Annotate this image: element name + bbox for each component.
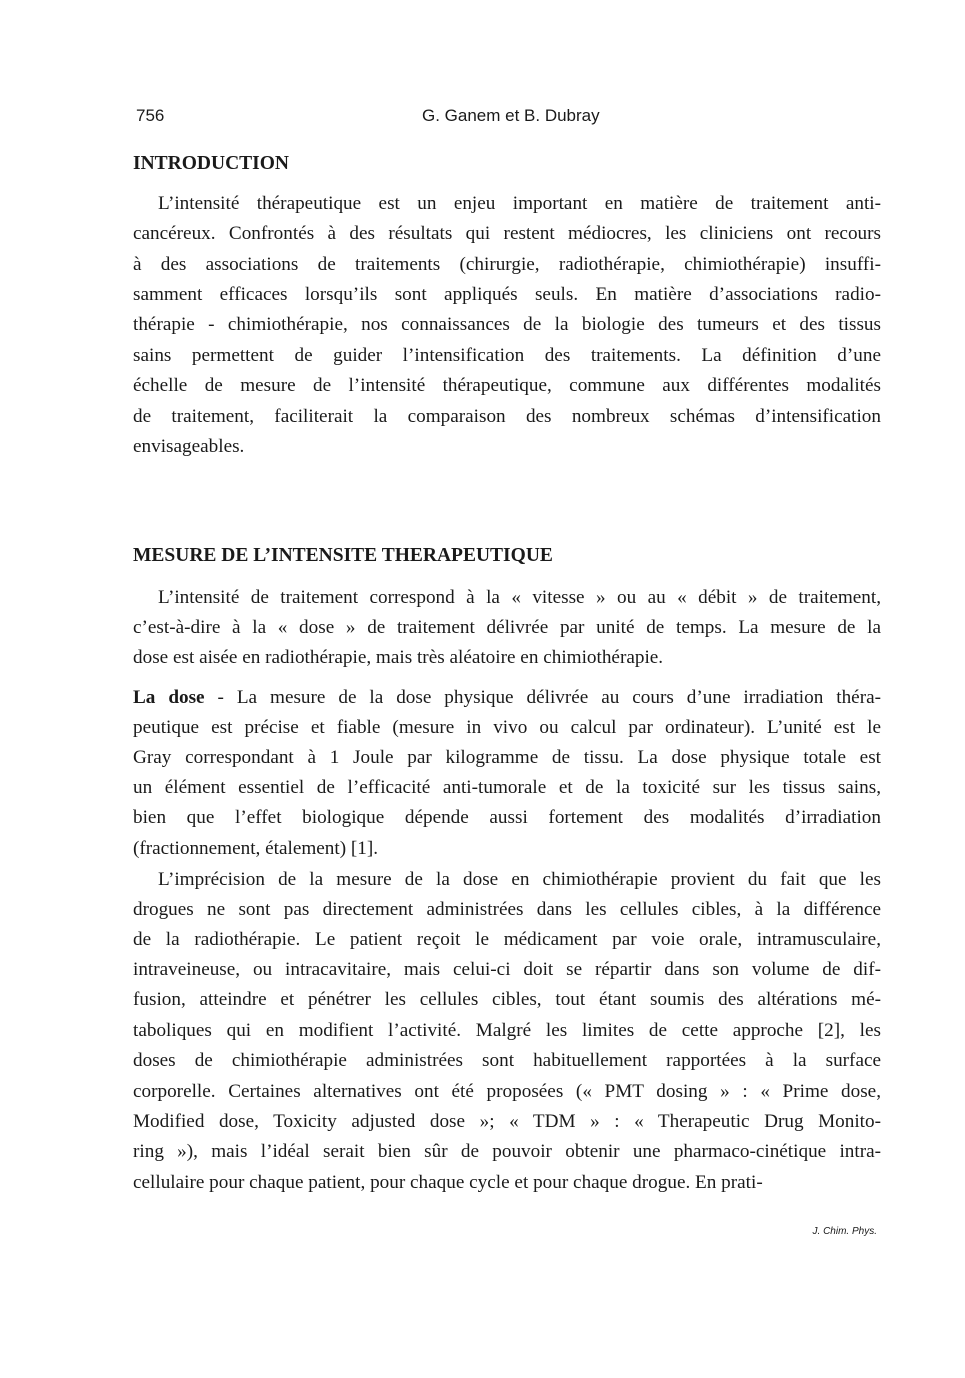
running-header-authors: G. Ganem et B. Dubray xyxy=(422,106,600,125)
text-line: de traitement, faciliterait la comparaison des nombreux schémas d’intensification xyxy=(133,406,881,427)
text-line: dose est aisée en radiothérapie, mais très aléatoire en chimiothérapie. xyxy=(133,647,664,668)
text-line: doses de chimiothérapie administrées sont habituellement rapportées à la surface xyxy=(133,1050,881,1071)
text-line: cellulaire pour chaque patient, pour chaque cycle et pour chaque drogue. En prati- xyxy=(133,1172,763,1193)
text-line: Gray correspondant à 1 Joule par kilogramme de tissu. La dose physique totale est xyxy=(133,747,881,768)
text-line: samment efficaces lorsqu’ils sont appliqués seuls. En matière d’associations radio- xyxy=(133,284,881,305)
text-line: L’intensité de traitement correspond à la « vitesse » ou au « débit » de traitement, xyxy=(158,587,881,608)
text-line: L’imprécision de la mesure de la dose en chimiothérapie provient du fait que les xyxy=(158,869,881,890)
text-line: thérapie - chimiothérapie, nos connaissances de la biologie des tumeurs et des tissus xyxy=(133,314,881,335)
page-number: 756 xyxy=(136,106,165,125)
text-line: (fractionnement, étalement) [1]. xyxy=(133,838,379,859)
text-line: intraveineuse, ou intracavitaire, mais celui-ci doit se répartir dans son volume de dif- xyxy=(133,959,881,980)
text-line: sains permettent de guider l’intensification des traitements. La définition d’une xyxy=(133,345,881,366)
section-heading-mesure: MESURE DE L’INTENSITE THERAPEUTIQUE xyxy=(133,545,553,566)
text-line xyxy=(133,685,881,711)
text-line: ring »), mais l’idéal serait bien sûr de pouvoir obtenir une pharmaco-cinétique intra- xyxy=(133,1141,881,1162)
text-line: drogues ne sont pas directement administrées dans les cellules cibles, à la différence xyxy=(133,899,881,920)
text-line: taboliques qui en modifient l’activité. Malgré les limites de cette approche [2], les xyxy=(133,1020,881,1041)
text-line-rest: - La mesure de la dose physique délivrée au cours d’une irradiation théra- xyxy=(204,687,881,708)
text-line: corporelle. Certaines alternatives ont été proposées (« PMT dosing » : « Prime dose, xyxy=(133,1081,881,1102)
text-line: c’est-à-dire à la « dose » de traitement délivrée par unité de temps. La mesure de la xyxy=(133,617,881,638)
text-line: de la radiothérapie. Le patient reçoit le médicament par voie orale, intramusculaire, xyxy=(133,929,881,950)
text-line: cancéreux. Confrontés à des résultats qui restent médiocres, les cliniciens ont recours xyxy=(133,223,881,244)
text-line: un élément essentiel de l’efficacité anti-tumorale et de la toxicité sur les tissus sains, xyxy=(133,777,881,798)
text-line: envisageables. xyxy=(133,436,245,457)
paragraph-lead: La dose xyxy=(133,687,205,708)
text-line: fusion, atteindre et pénétrer les cellules cibles, tout étant soumis des altérations mé- xyxy=(133,989,881,1010)
text-line: bien que l’effet biologique dépende aussi fortement des modalités d’irradiation xyxy=(133,807,881,828)
journal-footer: J. Chim. Phys. xyxy=(812,1226,877,1237)
text-line: à des associations de traitements (chirurgie, radiothérapie, chimiothérapie) insuffi- xyxy=(133,254,881,275)
section-heading-introduction: INTRODUCTION xyxy=(133,153,290,174)
text-line: Modified dose, Toxicity adjusted dose »; « TDM » : « Therapeutic Drug Monito- xyxy=(133,1111,881,1132)
text-line: peutique est précise et fiable (mesure in vivo ou calcul par ordinateur). L’unité est le xyxy=(133,717,881,738)
text-line: échelle de mesure de l’intensité thérapeutique, commune aux différentes modalités xyxy=(133,375,881,396)
text-line: L’intensité thérapeutique est un enjeu important en matière de traitement anti- xyxy=(158,193,881,214)
